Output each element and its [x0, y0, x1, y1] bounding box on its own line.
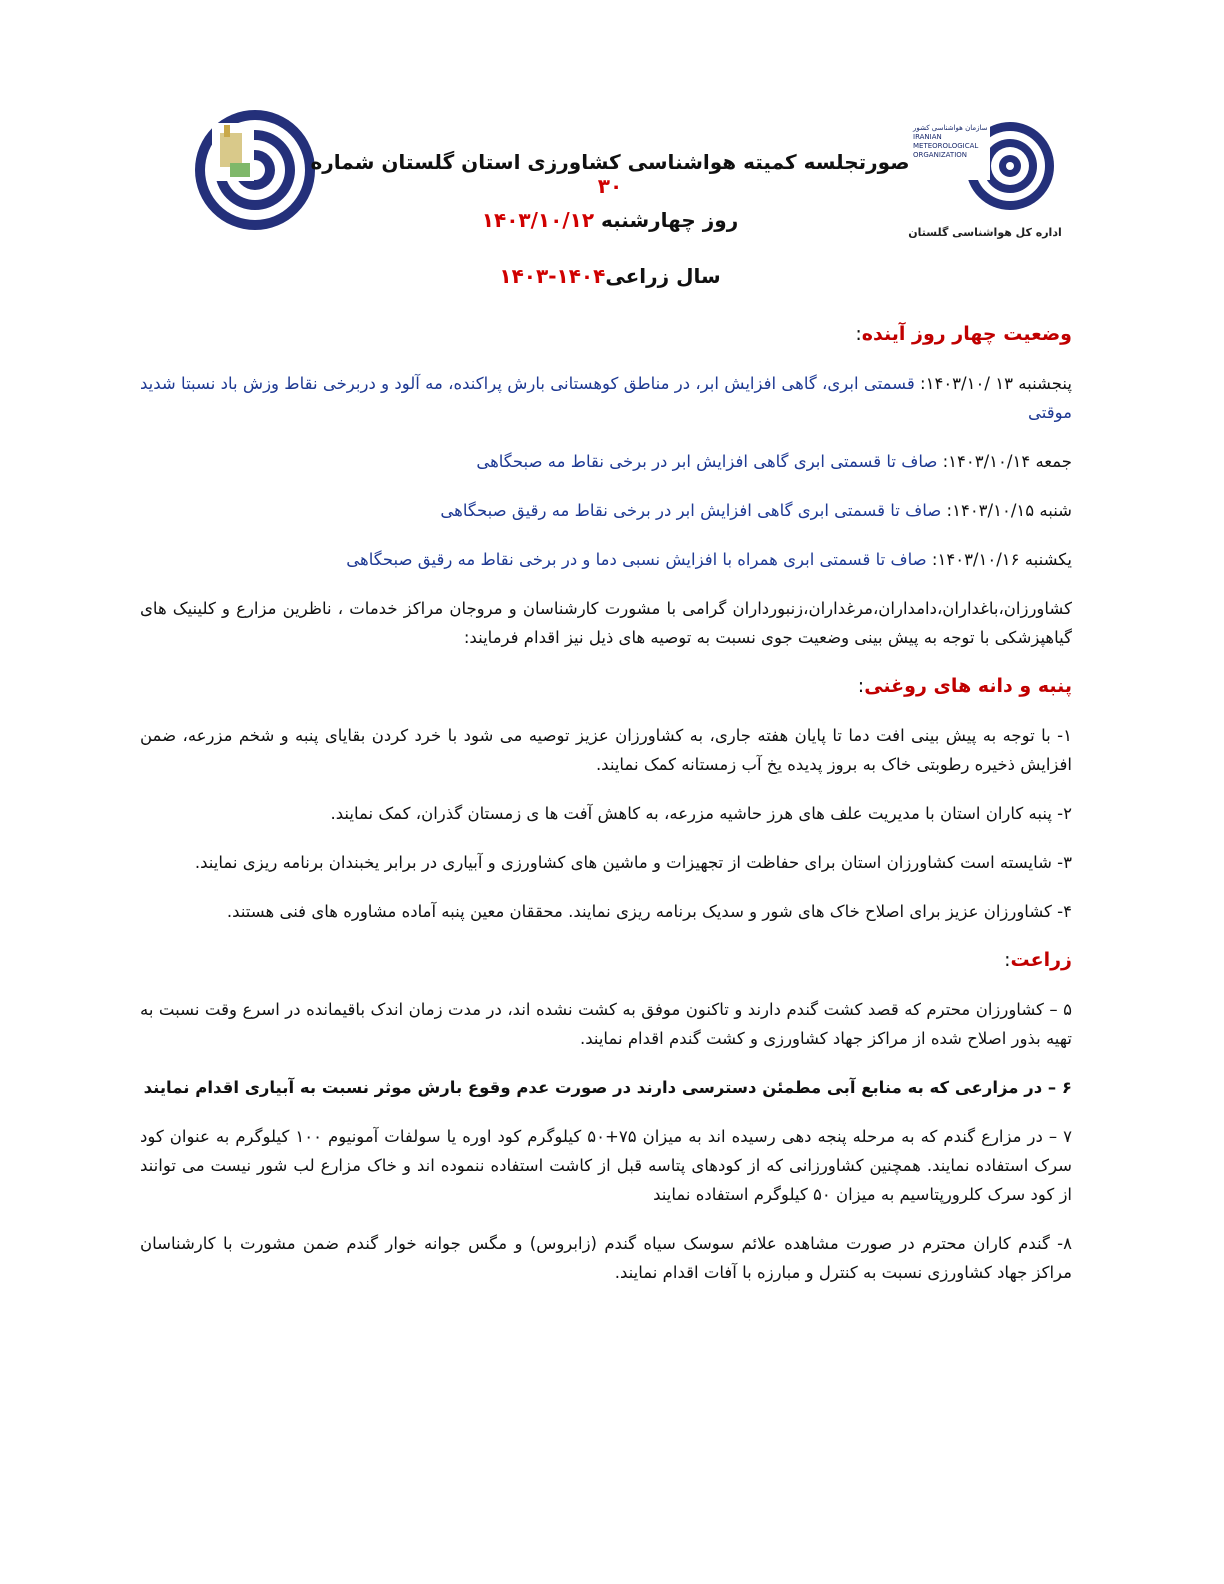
cotton-item: ۲- پنبه کاران استان با مدیریت علف های هرز حاشیه مزرعه، به کاهش آفت ها ی زمستان گذران، کمک نمایند. [330, 804, 1072, 823]
forecast-text: صاف تا قسمتی ابری گاهی افزایش ابر در برخی نقاط مه صبحگاهی [476, 452, 943, 471]
date-value: ۱۴۰۳/۱۰/۱۲ [481, 208, 595, 232]
cotton-heading: پنبه و دانه های روغنی: [857, 675, 1072, 697]
forecast-item [140, 369, 1072, 427]
year-value: ۱۴۰۴-۱۴۰۳ [499, 264, 606, 288]
year-label: سال زراعی [605, 264, 721, 288]
forecast-day: پنجشنبه ۱۳ /۱۴۰۳/۱۰: [920, 374, 1072, 393]
cotton-item: ۳- شایسته است کشاورزان استان برای حفاظت از تجهیزات و ماشین های کشاورزی و آبیاری در برابر یخبندان برنامه ریزی نمایند. [194, 853, 1072, 872]
farming-heading-text: زراعت [1010, 949, 1072, 971]
farming-item: ۷ – در مزارع گندم که به مرحله پنجه دهی رسیده اند به میزان ۷۵+۵۰ کیلوگرم کود اوره یا سولفات آمونیوم ۱۰۰ کیلوگرم به عنوان کود سرک استفاده نمایند. همچنین کشاورزانی که از کودهای پتاسه قبل از کاشت استفاده ننموده اند و خاک مزارع لب شور نیست می توانند از کود سرک کلرورپتاسیم به میزان ۵۰ کیلوگرم استفاده نمایند [140, 1127, 1072, 1204]
cotton-item: ۱- با توجه به پیش بینی افت دما تا پایان هفته جاری، به کشاورزان عزیز توصیه می شود با خرد کردن بقایای پنبه و شخم مزرعه، ضمن افزایش ذخیره رطوبتی خاک به بروز پدیده یخ آب زمستانه کمک نمایند. [140, 726, 1072, 774]
forecast-day: شنبه ۱۴۰۳/۱۰/۱۵: [946, 501, 1072, 520]
forecast-item [140, 496, 1072, 525]
farming-heading: زراعت: [1004, 949, 1072, 971]
document-date [300, 208, 920, 232]
document-body [140, 320, 1072, 1307]
document-title [300, 150, 920, 198]
logo-caption: اداره کل هواشناسی گلستان [908, 226, 1062, 239]
crop-year [300, 264, 920, 288]
forecast-day: یکشنبه ۱۴۰۳/۱۰/۱۶: [931, 550, 1072, 569]
forecast-text: صاف تا قسمتی ابری همراه با افزایش نسبی دما و در برخی نقاط مه رقیق صبحگاهی [346, 550, 932, 569]
title-number: ۳۰ [597, 174, 623, 198]
cotton-item: ۴- کشاورزان عزیز برای اصلاح خاک های شور و سدیک برنامه ریزی نمایند. محققان معین پنبه آماده مشاوره های فنی هستند. [226, 902, 1072, 921]
advice-intro: کشاورزان،باغداران،دامداران،مرغداران،زنبورداران گرامی با مشورت کارشناسان و مروجان مراکز خدمات ، ناظرین مزارع و کلینیک های گیاهپزشکی با توجه به پیش بینی وضعیت جوی نسبت به توصیه های ذیل نیز اقدام فرمایند: [140, 599, 1072, 647]
logo-org-name: سازمان هواشناسی کشور IRANIAN METEOROLOGICAL ORGANIZATION [913, 124, 988, 159]
forecast-item [140, 545, 1072, 574]
farming-item: ۶ – در مزارعی که به منابع آبی مطمئن دسترسی دارند در صورت عدم وقوع بارش موثر نسبت به آبیاری اقدام نمایند [143, 1078, 1072, 1097]
date-label: روز چهارشنبه [601, 208, 739, 232]
iran-meteorological-organization-logo [905, 110, 1065, 250]
forecast-text: صاف تا قسمتی ابری گاهی افزایش ابر در برخی نقاط مه رقیق صبحگاهی [440, 501, 947, 520]
forecast-item [140, 447, 1072, 476]
title-text: صورتجلسه کمیته هواشناسی کشاورزی استان گلستان شماره [310, 150, 910, 174]
forecast-day: جمعه ۱۴۰۳/۱۰/۱۴: [942, 452, 1072, 471]
forecast-text: قسمتی ابری، گاهی افزایش ابر، در مناطق کوهستانی بارش پراکنده، مه آلود و دربرخی نقاط وزش باد نسبتا شدید موقتی [140, 374, 1072, 422]
forecast-heading-text: وضعیت چهار روز آینده [861, 323, 1072, 345]
cotton-heading-text: پنبه و دانه های روغنی [864, 675, 1072, 697]
farming-item: ۵ – کشاورزان محترم که قصد کشت گندم دارند و تاکنون موفق به کشت نشده اند، در مدت زمان اندک باقیمانده در اسرع وقت نسبت به تهیه بذور اصلاح شده از مراکز جهاد کشاورزی و کشت گندم اقدام نمایند. [140, 1000, 1072, 1048]
farming-item: ۸- گندم کاران محترم در صورت مشاهده علائم سوسک سیاه گندم (زابروس) و مگس جوانه خوار گندم ضمن مشورت با کارشناسان مراکز جهاد کشاورزی نسبت به کنترل و مبارزه با آفات اقدام نمایند. [140, 1234, 1072, 1282]
forecast-heading: وضعیت چهار روز آینده: [855, 323, 1072, 345]
